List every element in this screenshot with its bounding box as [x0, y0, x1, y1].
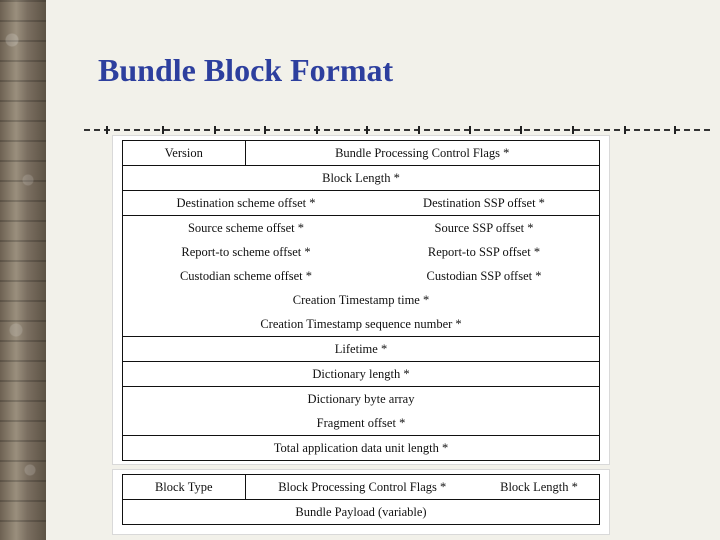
destination-scheme-offset-field: Destination scheme offset *	[123, 191, 369, 216]
primary-block-table	[123, 141, 599, 460]
decorative-left-strip	[0, 0, 46, 540]
table-row	[123, 191, 599, 216]
table-row	[123, 475, 599, 500]
total-adu-length-field: Total application data unit length *	[273, 440, 449, 455]
payload-block-table	[123, 475, 599, 524]
table-row	[123, 362, 599, 387]
table-row	[123, 216, 599, 241]
payload-block-length-field: Block Length *	[479, 475, 599, 500]
table-row	[123, 337, 599, 362]
fragment-offset-field: Fragment offset *	[123, 411, 599, 436]
block-length-field: Block Length *	[123, 166, 599, 191]
bundle-payload-field: Bundle Payload (variable)	[295, 504, 427, 519]
table-row	[123, 312, 599, 337]
table-row	[123, 288, 599, 312]
block-type-field: Block Type	[123, 475, 245, 500]
dictionary-length-field: Dictionary length *	[123, 362, 599, 387]
source-ssp-offset-field: Source SSP offset *	[434, 220, 534, 235]
creation-timestamp-sequence-field: Creation Timestamp sequence number *	[123, 312, 599, 337]
table-row	[123, 387, 599, 412]
dictionary-byte-array-field: Dictionary byte array	[307, 391, 415, 406]
bundle-processing-flags-field: Bundle Processing Control Flags *	[245, 141, 599, 166]
slide-title: Bundle Block Format	[98, 52, 394, 88]
table-row	[123, 240, 599, 264]
table-row	[123, 436, 599, 461]
primary-block-panel	[112, 135, 610, 465]
version-field: Version	[123, 141, 245, 166]
source-scheme-offset-field: Source scheme offset *	[187, 220, 305, 235]
lifetime-field: Lifetime *	[123, 337, 599, 362]
table-row	[123, 166, 599, 191]
block-processing-flags-field: Block Processing Control Flags *	[245, 475, 479, 500]
table-row	[123, 500, 599, 525]
title-divider-ticks	[84, 126, 710, 134]
custodian-scheme-offset-field: Custodian scheme offset *	[179, 268, 313, 283]
custodian-ssp-offset-field: Custodian SSP offset *	[426, 268, 542, 283]
payload-block-panel	[112, 469, 610, 535]
table-row	[123, 141, 599, 166]
report-to-scheme-offset-field: Report-to scheme offset *	[181, 244, 311, 259]
report-to-ssp-offset-field: Report-to SSP offset *	[427, 244, 541, 259]
table-row	[123, 264, 599, 288]
creation-timestamp-time-field: Creation Timestamp time *	[292, 292, 430, 307]
destination-ssp-offset-field: Destination SSP offset *	[369, 191, 599, 216]
table-row	[123, 411, 599, 436]
